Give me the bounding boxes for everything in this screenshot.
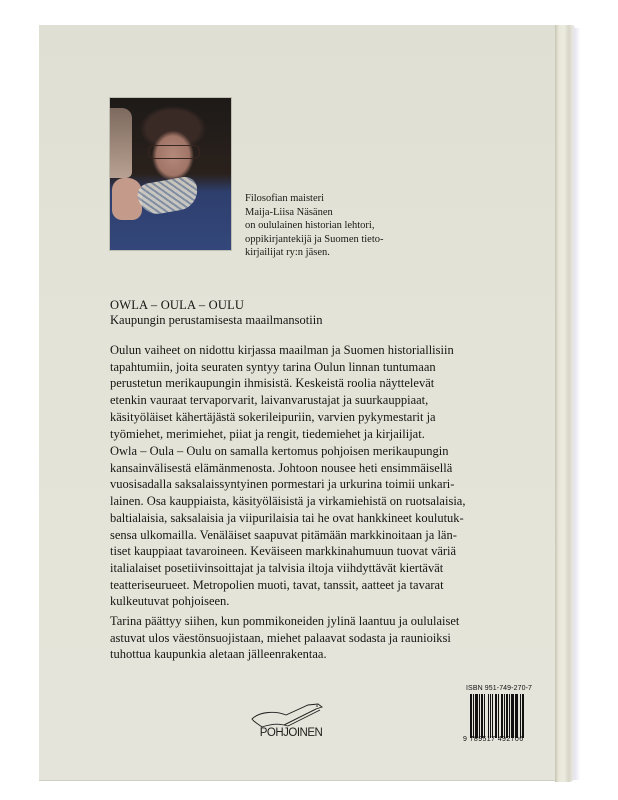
text-line: etenkin vauraat tervaporvarit, laivanvarustajat ja suurkauppiaat,: [110, 393, 429, 408]
text-line: teatteriseurueet. Metropolien muoti, tavat, tanssit, aatteet ja tavarat: [110, 577, 444, 592]
text-line: sensa ulkomailla. Venäläiset saapuvat pitämään markkinoitaan ja län-: [110, 527, 457, 542]
bio-line: oppikirjantekijä ja Suomen tieto-: [245, 233, 384, 245]
text-line: tuhottua kaupunkia aletaan jälleenrakentaa.: [110, 647, 327, 662]
text-line: Tarina päättyy siihen, kun pommikoneiden jylinä laantuu ja oululaiset: [110, 614, 460, 628]
author-bio: [245, 192, 455, 260]
blurb-paragraph-1: [110, 342, 530, 442]
bio-line: Filosofian maisteri: [245, 193, 325, 204]
text-line: kulkeutuvat pohjoiseen.: [110, 594, 230, 609]
text-line: työmiehet, merimiehet, piiat ja rengit, tiedemiehet ja kirjailijat.: [110, 426, 425, 441]
book-spine: [555, 25, 575, 782]
bio-line: on oululainen historian lehtori,: [245, 220, 375, 232]
book-title: OWLA – OULA – OULU: [110, 298, 245, 312]
publisher-bird-logo-icon: [246, 697, 336, 747]
text-line: baltialaisia, saksalaisia ja viipurilaisia tai he ovat hankkineet koulutuk-: [110, 510, 464, 525]
text-line: kansainvälisestä elämänmenosta. Johtoon nousee heti ensimmäisellä: [110, 460, 453, 475]
text-line: italialaiset posetiivinsoittajat ja talvisia iltoja viihdyttävät kiertävät: [110, 560, 444, 575]
publisher-name: POHJOINEN: [259, 727, 323, 739]
text-line: tapahtumiin, joita seuraten syntyy tarina Oulun linnan tuntumaan: [110, 359, 436, 374]
photo-scarf: [136, 175, 201, 217]
text-line: perustetun merikaupungin ihmisistä. Keskeistä roolia näyttelevät: [110, 376, 435, 391]
text-line: Oulun vaiheet on nidottu kirjassa maailman ja Suomen historiallisiin: [110, 343, 454, 357]
text-line: astuvat ulos väestönsuojistaan, miehet palaavat sodasta ja raunioiksi: [110, 630, 451, 645]
author-photo: [109, 97, 232, 251]
title-block: [110, 298, 530, 328]
blurb-paragraph-3: [110, 613, 530, 663]
bio-line: Maija-Liisa Näsänen: [245, 206, 333, 218]
text-line: vuosisadalla saksalaissyntyinen pormestari ja urkurina toimii unkari-: [110, 477, 455, 492]
photo-glasses: [148, 145, 200, 159]
barcode: [470, 694, 534, 738]
bio-line: kirjailijat ry:n jäsen.: [245, 247, 330, 259]
text-line: tiset kauppiaat tavaroineen. Keväiseen markkinahumuun tuovat väriä: [110, 544, 457, 559]
book-subtitle: Kaupungin perustamisesta maailmansotiin: [110, 313, 323, 327]
blurb-paragraph-2: [110, 443, 530, 610]
text-line: lainen. Osa kauppiaista, käsityöläisistä ja virkamiehistä on ruotsalaisia,: [110, 494, 466, 509]
text-line: käsityöläiset kähertäjästä sokerileipuriin, varvien pykymestarit ja: [110, 409, 436, 424]
photo-background-person: [110, 108, 132, 178]
isbn-label: ISBN 951-749-270-7: [466, 685, 533, 692]
barcode-digits: 9 789517 492706: [463, 736, 524, 743]
text-line: Owla – Oula – Oulu on samalla kertomus pohjoisen merikaupungin: [110, 444, 449, 458]
